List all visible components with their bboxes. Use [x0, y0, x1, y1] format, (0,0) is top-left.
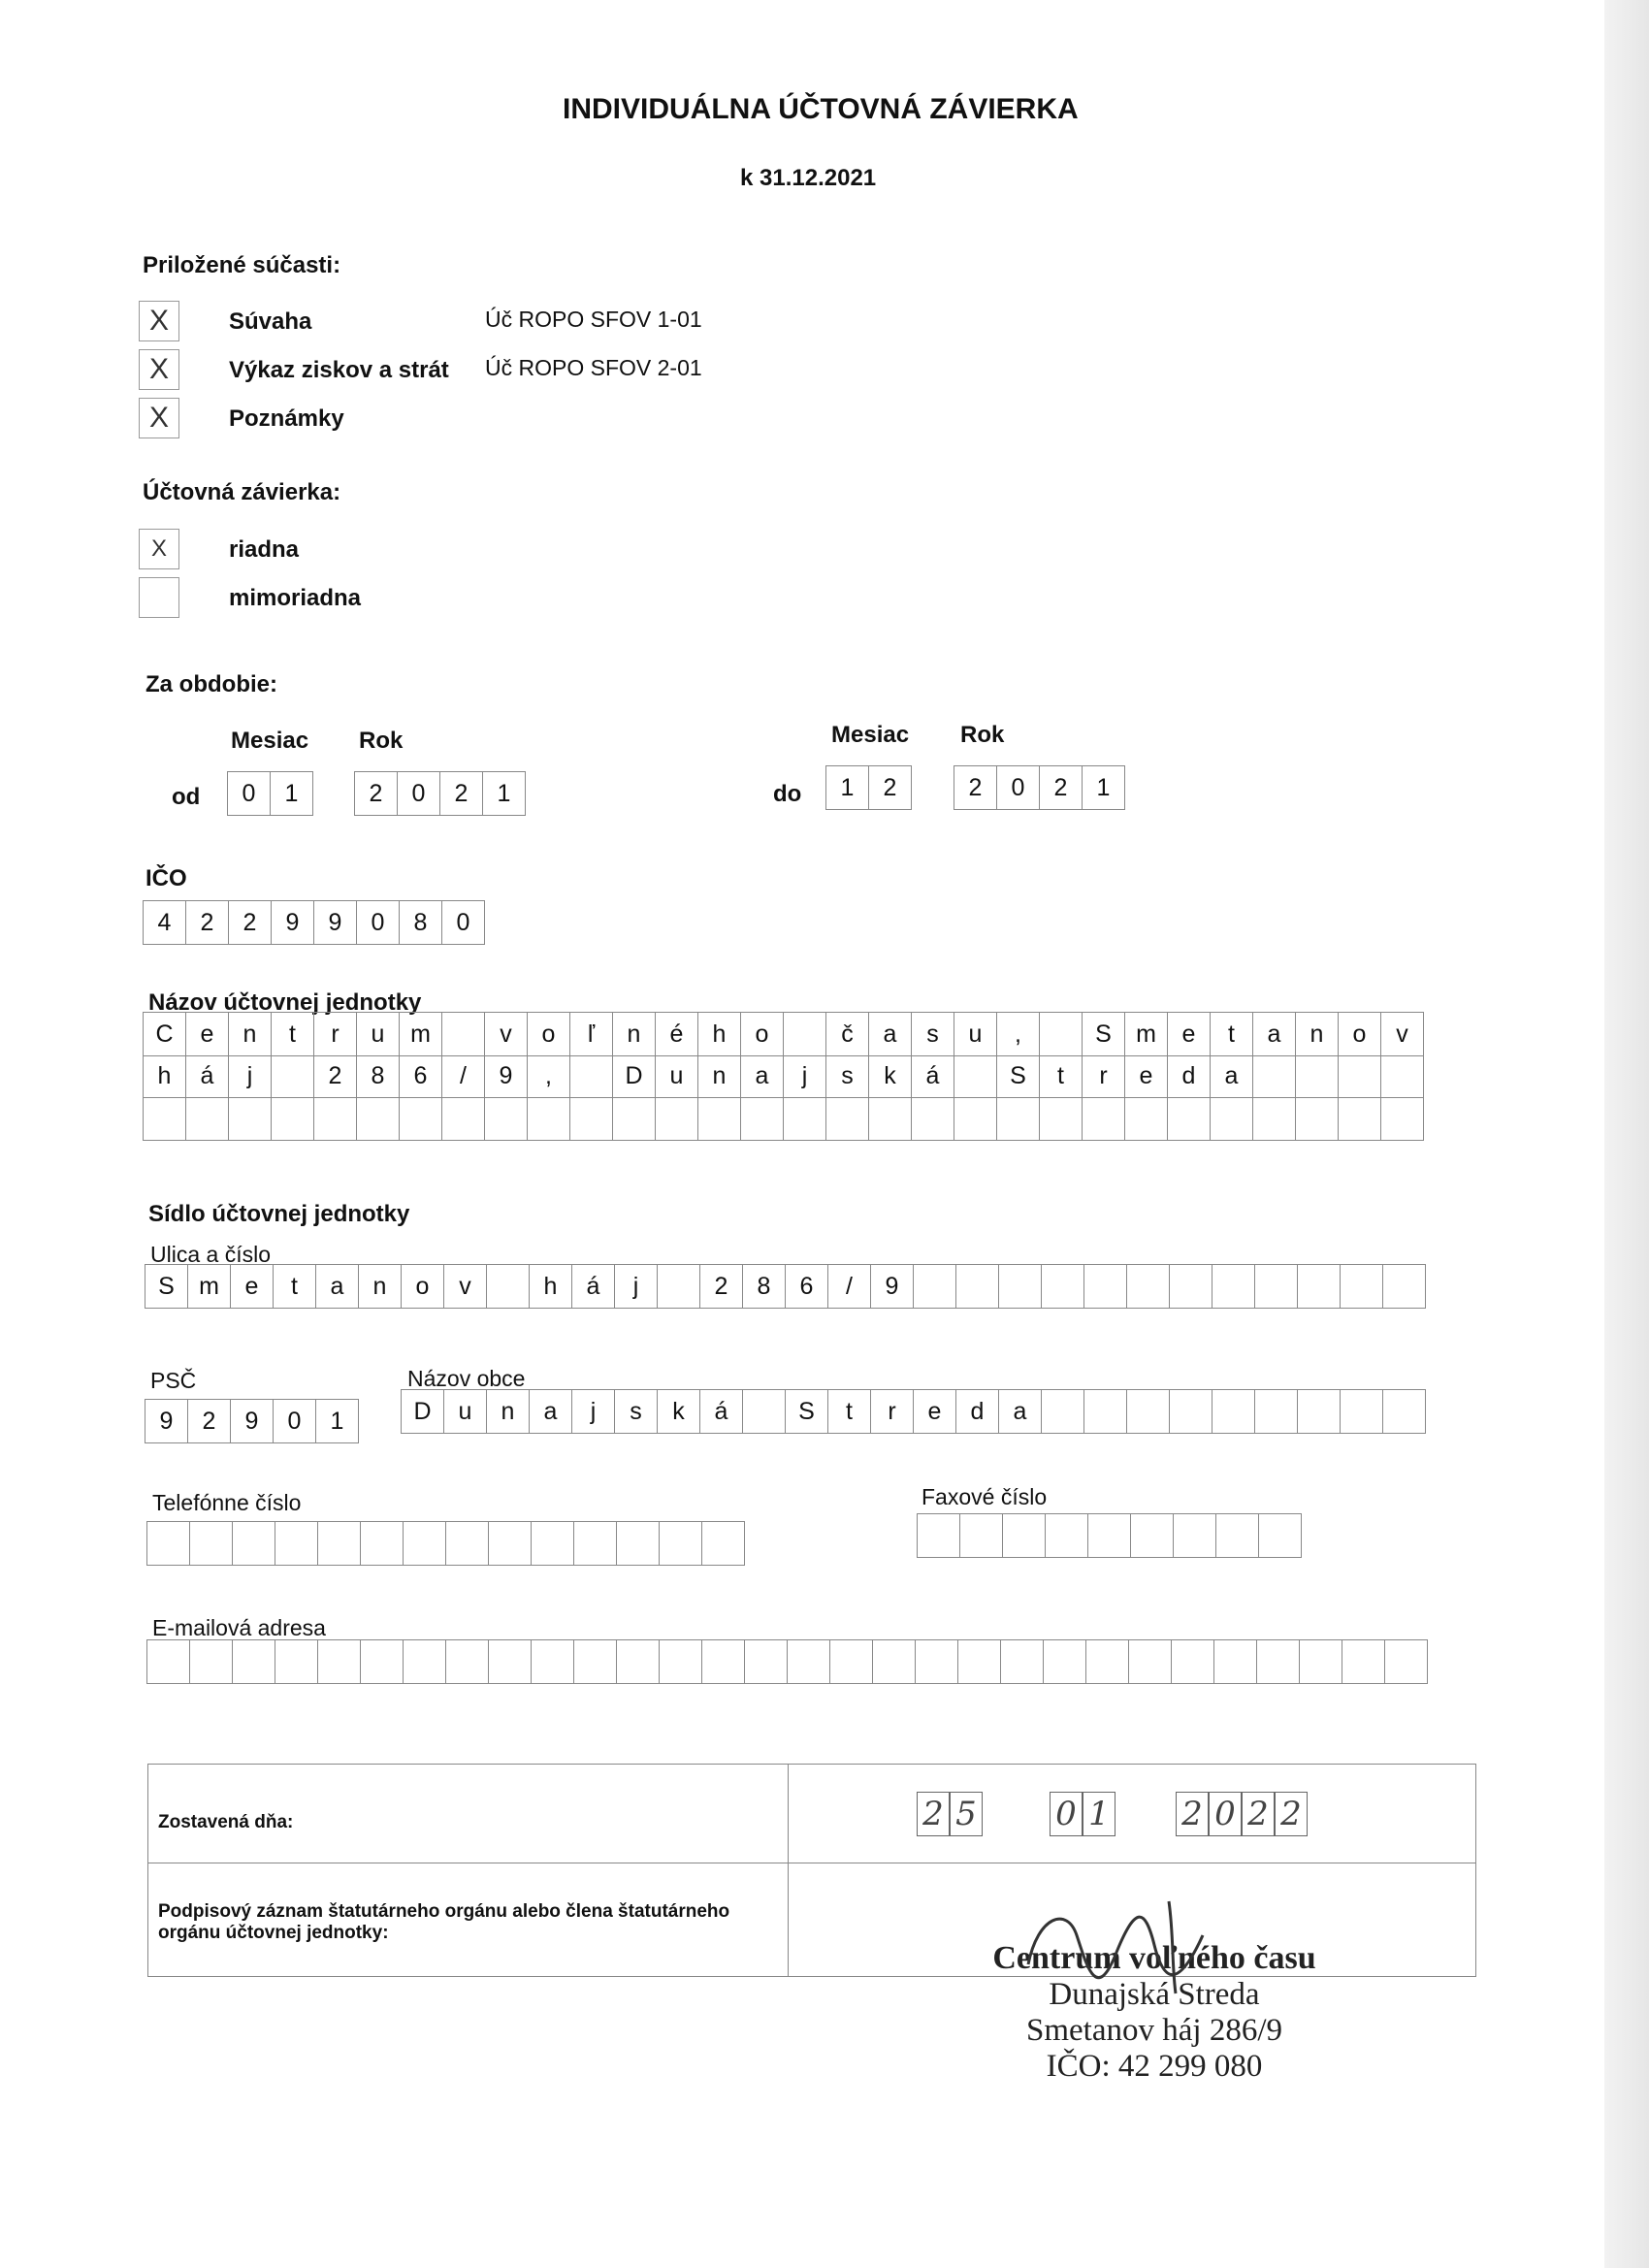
label-mimoriadna: mimoriadna	[229, 585, 362, 611]
grid-cell	[1216, 1514, 1259, 1557]
grid-cell: e	[231, 1265, 274, 1308]
grid-cell: k	[658, 1390, 700, 1433]
checkbox-mimoriadna[interactable]	[139, 577, 179, 618]
grid-cell: v	[1381, 1013, 1424, 1055]
grid-cell	[784, 1013, 826, 1055]
grid-cell: s	[615, 1390, 658, 1433]
grid-cell	[1300, 1640, 1342, 1683]
grid-cell	[1044, 1640, 1086, 1683]
label-riadna: riadna	[229, 536, 300, 563]
grid-cell	[532, 1640, 574, 1683]
grid-cell: m	[1125, 1013, 1168, 1055]
grid-cell	[617, 1522, 660, 1565]
grid-cell	[1084, 1265, 1127, 1308]
grid-cell	[1298, 1390, 1341, 1433]
grid-cell: t	[1040, 1054, 1083, 1097]
grid-cell: m	[400, 1013, 442, 1055]
document-title: INDIVIDUÁLNA ÚČTOVNÁ ZÁVIERKA	[563, 93, 1079, 125]
from-month-field[interactable]	[227, 771, 313, 816]
grid-cell: j	[784, 1054, 826, 1097]
grid-cell: á	[700, 1390, 743, 1433]
grid-cell: n	[487, 1390, 530, 1433]
signature-column-divider	[788, 1764, 789, 1977]
grid-cell	[1125, 1097, 1168, 1140]
stamp-line-3: Smetanov háj 286/9	[1026, 2013, 1282, 2048]
page-edge-shadow	[1604, 0, 1649, 2268]
from-label: od	[172, 784, 201, 810]
grid-cell	[1172, 1640, 1214, 1683]
grid-cell: 8	[357, 1054, 400, 1097]
grid-cell	[446, 1522, 489, 1565]
grid-cell: j	[229, 1054, 272, 1097]
psc-label: PSČ	[150, 1368, 197, 1393]
grid-cell	[485, 1097, 528, 1140]
grid-cell	[570, 1097, 613, 1140]
grid-cell: 2	[869, 766, 912, 809]
grid-cell: e	[186, 1013, 229, 1055]
code-suvaha: Úč ROPO SFOV 1-01	[485, 307, 702, 332]
entity-name-label: Názov účtovnej jednotky	[148, 989, 422, 1016]
grid-cell: D	[402, 1390, 444, 1433]
grid-cell: 0	[442, 901, 485, 944]
grid-cell: m	[188, 1265, 231, 1308]
phone-field[interactable]	[146, 1521, 745, 1566]
grid-cell	[1385, 1640, 1428, 1683]
grid-cell: 6	[400, 1054, 442, 1097]
grid-cell	[698, 1097, 741, 1140]
grid-cell	[784, 1097, 826, 1140]
grid-cell: u	[357, 1013, 400, 1055]
grid-cell: r	[314, 1013, 357, 1055]
grid-cell	[144, 1097, 186, 1140]
grid-cell	[489, 1522, 532, 1565]
grid-cell	[660, 1522, 702, 1565]
checkbox-riadna[interactable]: X	[139, 529, 179, 569]
grid-cell	[960, 1514, 1003, 1557]
grid-cell	[1046, 1514, 1088, 1557]
grid-cell: v	[485, 1013, 528, 1055]
grid-cell: ľ	[570, 1013, 613, 1055]
grid-cell: 9	[485, 1054, 528, 1097]
grid-cell: 0	[357, 901, 400, 944]
grid-cell: o	[1339, 1013, 1381, 1055]
grid-cell	[997, 1097, 1040, 1140]
grid-cell: é	[656, 1013, 698, 1055]
grid-cell	[1042, 1390, 1084, 1433]
grid-cell	[487, 1265, 530, 1308]
grid-cell	[1001, 1640, 1044, 1683]
grid-cell	[1341, 1265, 1383, 1308]
grid-cell	[743, 1390, 786, 1433]
grid-cell	[958, 1640, 1001, 1683]
handwritten-digit: 0	[1209, 1792, 1242, 1836]
fax-field[interactable]	[917, 1513, 1302, 1558]
grid-cell	[275, 1640, 318, 1683]
grid-cell	[1253, 1097, 1296, 1140]
grid-cell: 0	[274, 1400, 316, 1442]
grid-cell	[1170, 1390, 1212, 1433]
grid-cell: 0	[398, 772, 440, 815]
grid-cell	[912, 1097, 954, 1140]
grid-cell	[1298, 1265, 1341, 1308]
grid-cell	[1212, 1265, 1255, 1308]
grid-cell: u	[444, 1390, 487, 1433]
grid-cell	[186, 1097, 229, 1140]
grid-cell	[914, 1265, 956, 1308]
grid-cell	[190, 1640, 233, 1683]
grid-cell: k	[869, 1054, 912, 1097]
grid-cell	[147, 1522, 190, 1565]
grid-cell	[954, 1097, 997, 1140]
grid-cell: 8	[743, 1265, 786, 1308]
grid-cell	[404, 1522, 446, 1565]
grid-cell: n	[359, 1265, 402, 1308]
grid-cell	[275, 1522, 318, 1565]
grid-cell	[954, 1054, 997, 1097]
grid-cell: o	[402, 1265, 444, 1308]
grid-cell: 2	[355, 772, 398, 815]
grid-cell: j	[572, 1390, 615, 1433]
grid-cell: e	[914, 1390, 956, 1433]
grid-cell	[745, 1640, 788, 1683]
grid-cell: 2	[1040, 766, 1083, 809]
grid-cell	[570, 1054, 613, 1097]
compiled-month-field[interactable]	[1050, 1792, 1116, 1836]
handwritten-digit: 2	[917, 1792, 950, 1836]
from-year-field[interactable]	[354, 771, 526, 816]
grid-cell	[1383, 1390, 1426, 1433]
grid-cell: s	[826, 1054, 869, 1097]
grid-cell	[660, 1640, 702, 1683]
grid-cell: a	[869, 1013, 912, 1055]
to-month-field[interactable]	[825, 765, 912, 810]
grid-cell: 2	[700, 1265, 743, 1308]
checkbox-vykaz[interactable]: X	[139, 349, 179, 390]
seat-label: Sídlo účtovnej jednotky	[148, 1201, 410, 1227]
grid-cell: h	[144, 1054, 186, 1097]
grid-cell	[1214, 1640, 1257, 1683]
grid-cell: S	[1083, 1013, 1125, 1055]
grid-cell	[1381, 1054, 1424, 1097]
grid-cell	[528, 1097, 570, 1140]
phone-label: Telefónne číslo	[152, 1490, 302, 1515]
grid-cell	[1086, 1640, 1129, 1683]
label-suvaha: Súvaha	[229, 308, 312, 335]
grid-cell	[1253, 1054, 1296, 1097]
entity-name-row-2[interactable]	[143, 1054, 1424, 1098]
compiled-year-field[interactable]	[1176, 1792, 1308, 1836]
grid-cell: ,	[528, 1054, 570, 1097]
grid-cell: a	[999, 1390, 1042, 1433]
grid-cell: S	[997, 1054, 1040, 1097]
grid-cell	[1084, 1390, 1127, 1433]
grid-cell: a	[1211, 1054, 1253, 1097]
grid-cell	[190, 1522, 233, 1565]
stamp-line-1: Centrum voľného času	[992, 1940, 1316, 1976]
grid-cell: u	[656, 1054, 698, 1097]
grid-cell: 9	[146, 1400, 188, 1442]
handwritten-signature	[1009, 1896, 1261, 2013]
grid-cell: a	[530, 1390, 572, 1433]
statement-type-heading: Účtovná závierka:	[143, 479, 341, 505]
grid-cell: t	[274, 1265, 316, 1308]
grid-cell	[999, 1265, 1042, 1308]
to-label: do	[773, 781, 802, 807]
grid-cell	[1040, 1097, 1083, 1140]
street-label: Ulica a číslo	[150, 1242, 271, 1267]
grid-cell	[446, 1640, 489, 1683]
grid-cell: d	[956, 1390, 999, 1433]
components-heading: Priložené súčasti:	[143, 252, 341, 278]
grid-cell	[1383, 1265, 1426, 1308]
psc-field[interactable]	[145, 1399, 359, 1443]
grid-cell	[617, 1640, 660, 1683]
grid-cell: n	[229, 1013, 272, 1055]
grid-cell	[442, 1097, 485, 1140]
grid-cell	[1127, 1390, 1170, 1433]
to-year-label: Rok	[960, 722, 1005, 748]
grid-cell	[400, 1097, 442, 1140]
grid-cell	[1296, 1097, 1339, 1140]
stamp-line-2: Dunajská Streda	[1049, 1977, 1260, 2012]
grid-cell: 2	[314, 1054, 357, 1097]
from-month-label: Mesiac	[231, 728, 309, 754]
handwritten-digit: 2	[1242, 1792, 1275, 1836]
grid-cell: 4	[144, 901, 186, 944]
period-heading: Za obdobie:	[146, 671, 277, 697]
grid-cell: 1	[483, 772, 526, 815]
grid-cell	[361, 1640, 404, 1683]
city-field[interactable]	[401, 1389, 1426, 1434]
grid-cell: t	[828, 1390, 871, 1433]
grid-cell	[1341, 1390, 1383, 1433]
grid-cell: o	[741, 1013, 784, 1055]
grid-cell: /	[828, 1265, 871, 1308]
grid-cell: e	[1168, 1013, 1211, 1055]
grid-cell: č	[826, 1013, 869, 1055]
fax-label: Faxové číslo	[922, 1484, 1048, 1509]
compiled-label: Zostavená dňa:	[158, 1812, 294, 1832]
grid-cell	[272, 1054, 314, 1097]
grid-cell: 8	[400, 901, 442, 944]
grid-cell	[1042, 1265, 1084, 1308]
grid-cell	[404, 1640, 446, 1683]
grid-cell	[1296, 1054, 1339, 1097]
grid-cell: 2	[440, 772, 483, 815]
grid-cell	[873, 1640, 916, 1683]
grid-cell: 2	[229, 901, 272, 944]
grid-cell: 1	[826, 766, 869, 809]
grid-cell	[1088, 1514, 1131, 1557]
label-vykaz: Výkaz ziskov a strát	[229, 357, 449, 383]
entity-name-row-3[interactable]	[143, 1097, 1424, 1141]
grid-cell	[574, 1522, 617, 1565]
grid-cell: 2	[188, 1400, 231, 1442]
grid-cell	[1259, 1514, 1302, 1557]
grid-cell	[1257, 1640, 1300, 1683]
grid-cell: t	[272, 1013, 314, 1055]
grid-cell: S	[786, 1390, 828, 1433]
grid-cell	[1212, 1390, 1255, 1433]
grid-cell	[1339, 1097, 1381, 1140]
grid-cell: h	[530, 1265, 572, 1308]
grid-cell	[442, 1013, 485, 1055]
compiled-day-field[interactable]	[917, 1792, 983, 1836]
grid-cell	[1168, 1097, 1211, 1140]
ico-label: IČO	[146, 865, 187, 891]
grid-cell	[741, 1097, 784, 1140]
grid-cell: 6	[786, 1265, 828, 1308]
grid-cell	[916, 1640, 958, 1683]
checkbox-poznamky[interactable]: X	[139, 398, 179, 438]
grid-cell	[1129, 1640, 1172, 1683]
grid-cell: t	[1211, 1013, 1253, 1055]
grid-cell	[1083, 1097, 1125, 1140]
grid-cell	[1040, 1013, 1083, 1055]
email-field[interactable]	[146, 1639, 1428, 1684]
grid-cell: e	[1125, 1054, 1168, 1097]
grid-cell: D	[613, 1054, 656, 1097]
grid-cell	[574, 1640, 617, 1683]
grid-cell: á	[912, 1054, 954, 1097]
handwritten-digit: 0	[1050, 1792, 1083, 1836]
grid-cell	[956, 1265, 999, 1308]
ico-field[interactable]	[143, 900, 485, 945]
grid-cell: a	[1253, 1013, 1296, 1055]
to-month-label: Mesiac	[831, 722, 910, 748]
grid-cell	[272, 1097, 314, 1140]
grid-cell	[314, 1097, 357, 1140]
grid-cell	[1131, 1514, 1174, 1557]
entity-name-row-1[interactable]	[143, 1012, 1424, 1056]
grid-cell: h	[698, 1013, 741, 1055]
grid-cell: 9	[272, 901, 314, 944]
grid-cell: ,	[997, 1013, 1040, 1055]
grid-cell	[702, 1522, 745, 1565]
to-year-field[interactable]	[954, 765, 1125, 810]
grid-cell: 9	[314, 901, 357, 944]
grid-cell: C	[144, 1013, 186, 1055]
grid-cell	[361, 1522, 404, 1565]
grid-cell	[613, 1097, 656, 1140]
grid-cell: r	[871, 1390, 914, 1433]
grid-cell: n	[1296, 1013, 1339, 1055]
grid-cell: a	[316, 1265, 359, 1308]
grid-cell	[656, 1097, 698, 1140]
grid-cell: á	[572, 1265, 615, 1308]
email-label: E-mailová adresa	[152, 1615, 326, 1640]
grid-cell	[1003, 1514, 1046, 1557]
grid-cell: v	[444, 1265, 487, 1308]
grid-cell: 1	[1083, 766, 1125, 809]
grid-cell	[147, 1640, 190, 1683]
grid-cell: u	[954, 1013, 997, 1055]
grid-cell	[318, 1522, 361, 1565]
grid-cell: S	[146, 1265, 188, 1308]
grid-cell	[830, 1640, 873, 1683]
grid-cell: 9	[231, 1400, 274, 1442]
grid-cell	[702, 1640, 745, 1683]
date-line: k 31.12.2021	[740, 165, 877, 191]
handwritten-digit: 2	[1275, 1792, 1308, 1836]
grid-cell	[1174, 1514, 1216, 1557]
grid-cell: 0	[997, 766, 1040, 809]
grid-cell	[1342, 1640, 1385, 1683]
grid-cell	[532, 1522, 574, 1565]
grid-cell	[788, 1640, 830, 1683]
grid-cell: a	[741, 1054, 784, 1097]
grid-cell	[658, 1265, 700, 1308]
from-year-label: Rok	[359, 728, 404, 754]
grid-cell: r	[1083, 1054, 1125, 1097]
stamp-line-4: IČO: 42 299 080	[1046, 2049, 1263, 2084]
checkbox-suvaha[interactable]: X	[139, 301, 179, 341]
grid-cell: n	[613, 1013, 656, 1055]
handwritten-digit: 5	[950, 1792, 983, 1836]
sign-label: Podpisový záznam štatutárneho orgánu alebo člena štatutárneho orgánu účtovnej jednotky:	[158, 1901, 730, 1943]
grid-cell: 2	[954, 766, 997, 809]
handwritten-digit: 2	[1176, 1792, 1209, 1836]
grid-cell: d	[1168, 1054, 1211, 1097]
handwritten-digit: 1	[1083, 1792, 1116, 1836]
grid-cell: s	[912, 1013, 954, 1055]
grid-cell	[233, 1522, 275, 1565]
grid-cell: 1	[271, 772, 313, 815]
grid-cell: j	[615, 1265, 658, 1308]
grid-cell	[918, 1514, 960, 1557]
grid-cell	[357, 1097, 400, 1140]
grid-cell	[826, 1097, 869, 1140]
street-field[interactable]	[145, 1264, 1426, 1309]
grid-cell	[1339, 1054, 1381, 1097]
label-poznamky: Poznámky	[229, 405, 344, 432]
grid-cell	[1255, 1390, 1298, 1433]
grid-cell: 1	[316, 1400, 359, 1442]
grid-cell: n	[698, 1054, 741, 1097]
grid-cell: 2	[186, 901, 229, 944]
grid-cell	[869, 1097, 912, 1140]
grid-cell: 9	[871, 1265, 914, 1308]
grid-cell	[233, 1640, 275, 1683]
grid-cell	[1170, 1265, 1212, 1308]
grid-cell	[489, 1640, 532, 1683]
grid-cell	[1381, 1097, 1424, 1140]
grid-cell	[318, 1640, 361, 1683]
grid-cell: á	[186, 1054, 229, 1097]
grid-cell	[229, 1097, 272, 1140]
city-label: Názov obce	[407, 1366, 526, 1391]
grid-cell: 0	[228, 772, 271, 815]
code-vykaz: Úč ROPO SFOV 2-01	[485, 355, 702, 380]
grid-cell	[1211, 1097, 1253, 1140]
grid-cell: /	[442, 1054, 485, 1097]
grid-cell: o	[528, 1013, 570, 1055]
grid-cell	[1255, 1265, 1298, 1308]
grid-cell	[1127, 1265, 1170, 1308]
